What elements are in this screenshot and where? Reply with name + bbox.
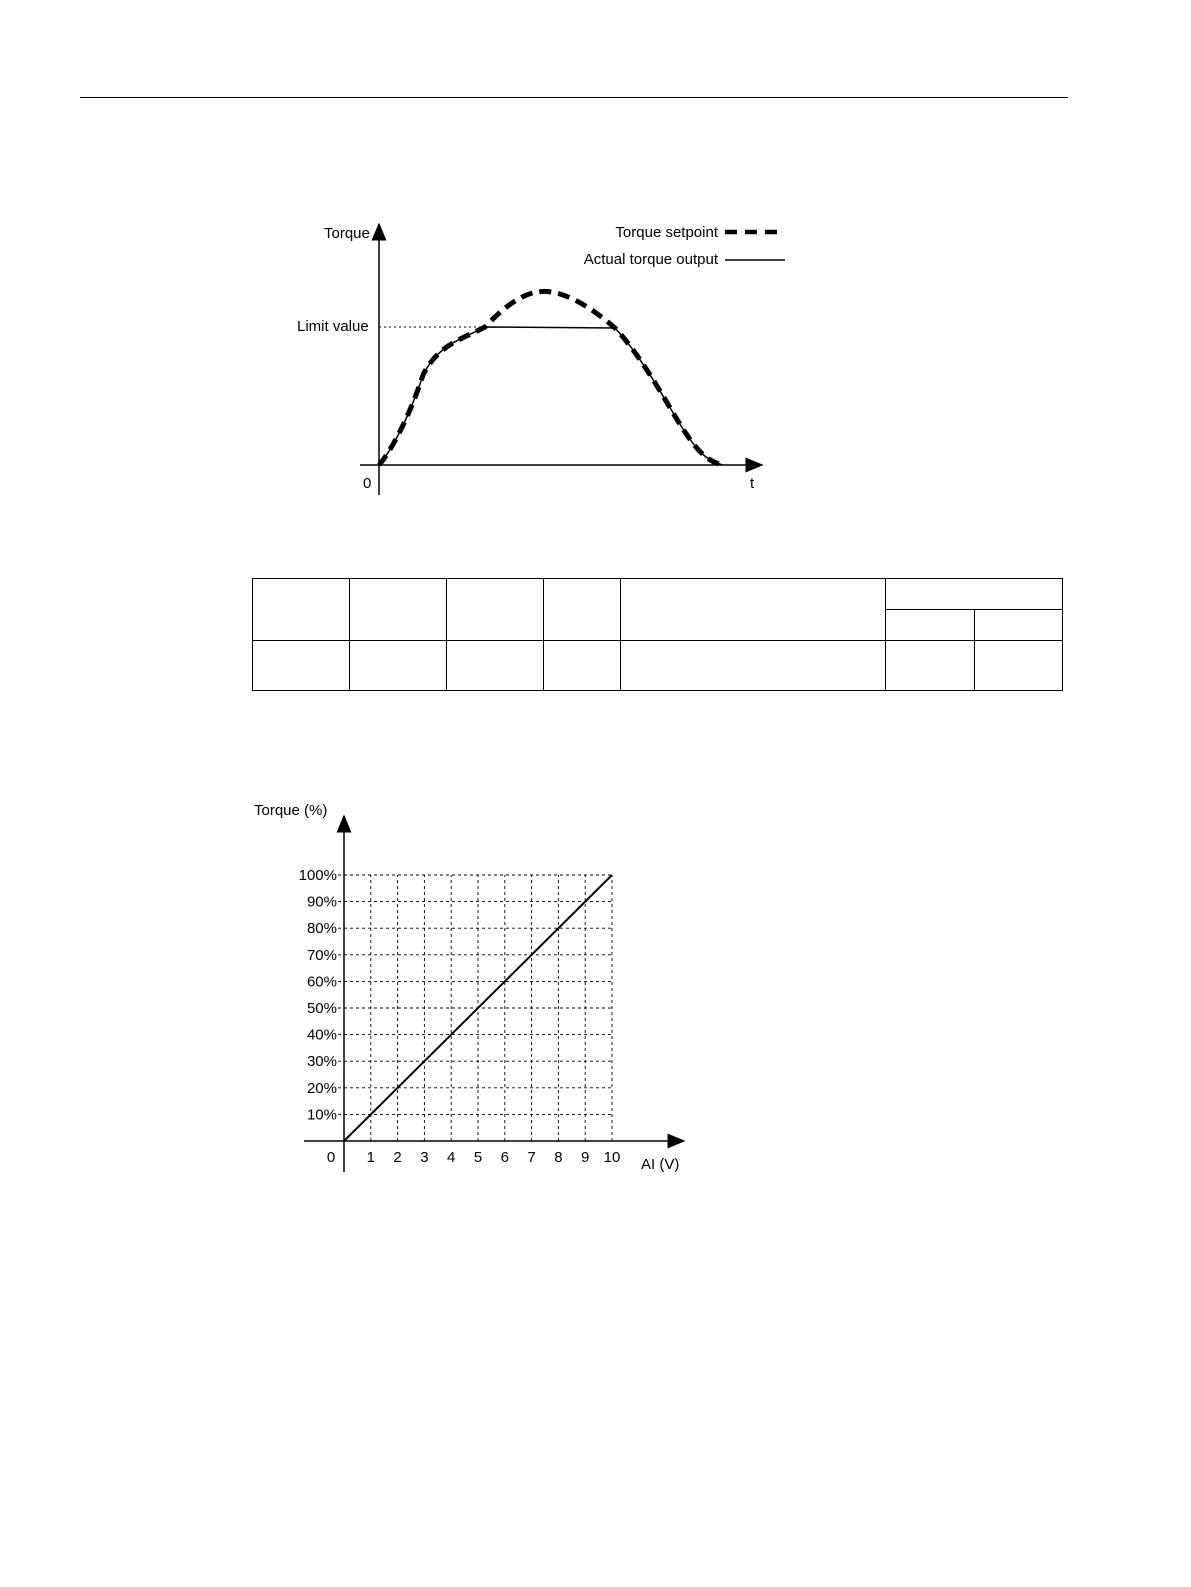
y-tick-labels bbox=[299, 867, 337, 1123]
table-header-cell bbox=[253, 579, 350, 641]
x-axis-label: AI (V) bbox=[641, 1156, 680, 1173]
x-tick-label: 6 bbox=[500, 1149, 509, 1166]
table-cell bbox=[621, 641, 886, 691]
table-header-cell bbox=[886, 579, 1063, 610]
y-tick-label: 50% bbox=[306, 1000, 337, 1017]
legend-setpoint-label: Torque setpoint bbox=[615, 224, 718, 241]
x-tick-labels bbox=[367, 1149, 621, 1166]
torque-limit-figure bbox=[280, 210, 800, 500]
series-line bbox=[344, 875, 612, 1141]
table-subheader-cell bbox=[886, 610, 975, 641]
y-tick-label: 70% bbox=[306, 946, 337, 964]
table-cell bbox=[447, 641, 544, 691]
x-tick-label: 4 bbox=[447, 1149, 456, 1166]
torque-setpoint-curve bbox=[379, 291, 723, 465]
x-tick-label: 1 bbox=[366, 1149, 375, 1166]
table-subheader-cell bbox=[975, 610, 1063, 641]
table-header-cell bbox=[350, 579, 447, 641]
parameter-table bbox=[252, 578, 1063, 691]
table-row bbox=[253, 641, 1063, 691]
origin-label: 0 bbox=[326, 1149, 336, 1166]
y-tick-label: 100% bbox=[298, 867, 337, 884]
y-axis-label: Torque (%) bbox=[254, 802, 328, 819]
origin-label: 0 bbox=[363, 475, 372, 492]
x-tick-label: 8 bbox=[554, 1149, 563, 1166]
table-cell bbox=[544, 641, 621, 691]
page-header-rule bbox=[80, 97, 1068, 98]
y-axis-label: Torque bbox=[324, 225, 370, 242]
y-tick-label: 60% bbox=[306, 973, 337, 991]
limit-value-label: Limit value bbox=[297, 318, 369, 335]
table-cell bbox=[253, 641, 350, 691]
actual-torque-curve bbox=[379, 327, 723, 465]
table-header-cell bbox=[544, 579, 621, 641]
x-tick-label: 10 bbox=[603, 1149, 621, 1166]
x-tick-label: 9 bbox=[581, 1149, 590, 1166]
legend-actual-label: Actual torque output bbox=[583, 251, 718, 268]
x-tick-label: 3 bbox=[420, 1149, 429, 1166]
table-cell bbox=[975, 641, 1063, 691]
x-tick-label: 5 bbox=[473, 1149, 483, 1166]
table-cell bbox=[350, 641, 447, 691]
y-tick-label: 40% bbox=[306, 1026, 337, 1044]
table-header-cell bbox=[447, 579, 544, 641]
y-tick-label: 90% bbox=[306, 893, 337, 911]
torque-ai-chart bbox=[240, 790, 710, 1190]
x-tick-label: 2 bbox=[393, 1149, 402, 1166]
y-tick-label: 20% bbox=[306, 1079, 337, 1097]
y-tick-label: 10% bbox=[306, 1106, 337, 1124]
table-header-cell bbox=[621, 579, 886, 641]
series-group bbox=[344, 875, 612, 1141]
x-axis-label: t bbox=[750, 475, 755, 492]
y-tick-label: 30% bbox=[306, 1053, 337, 1071]
y-tick-label: 80% bbox=[306, 920, 337, 938]
table-cell bbox=[886, 641, 975, 691]
x-tick-label: 7 bbox=[527, 1149, 536, 1166]
